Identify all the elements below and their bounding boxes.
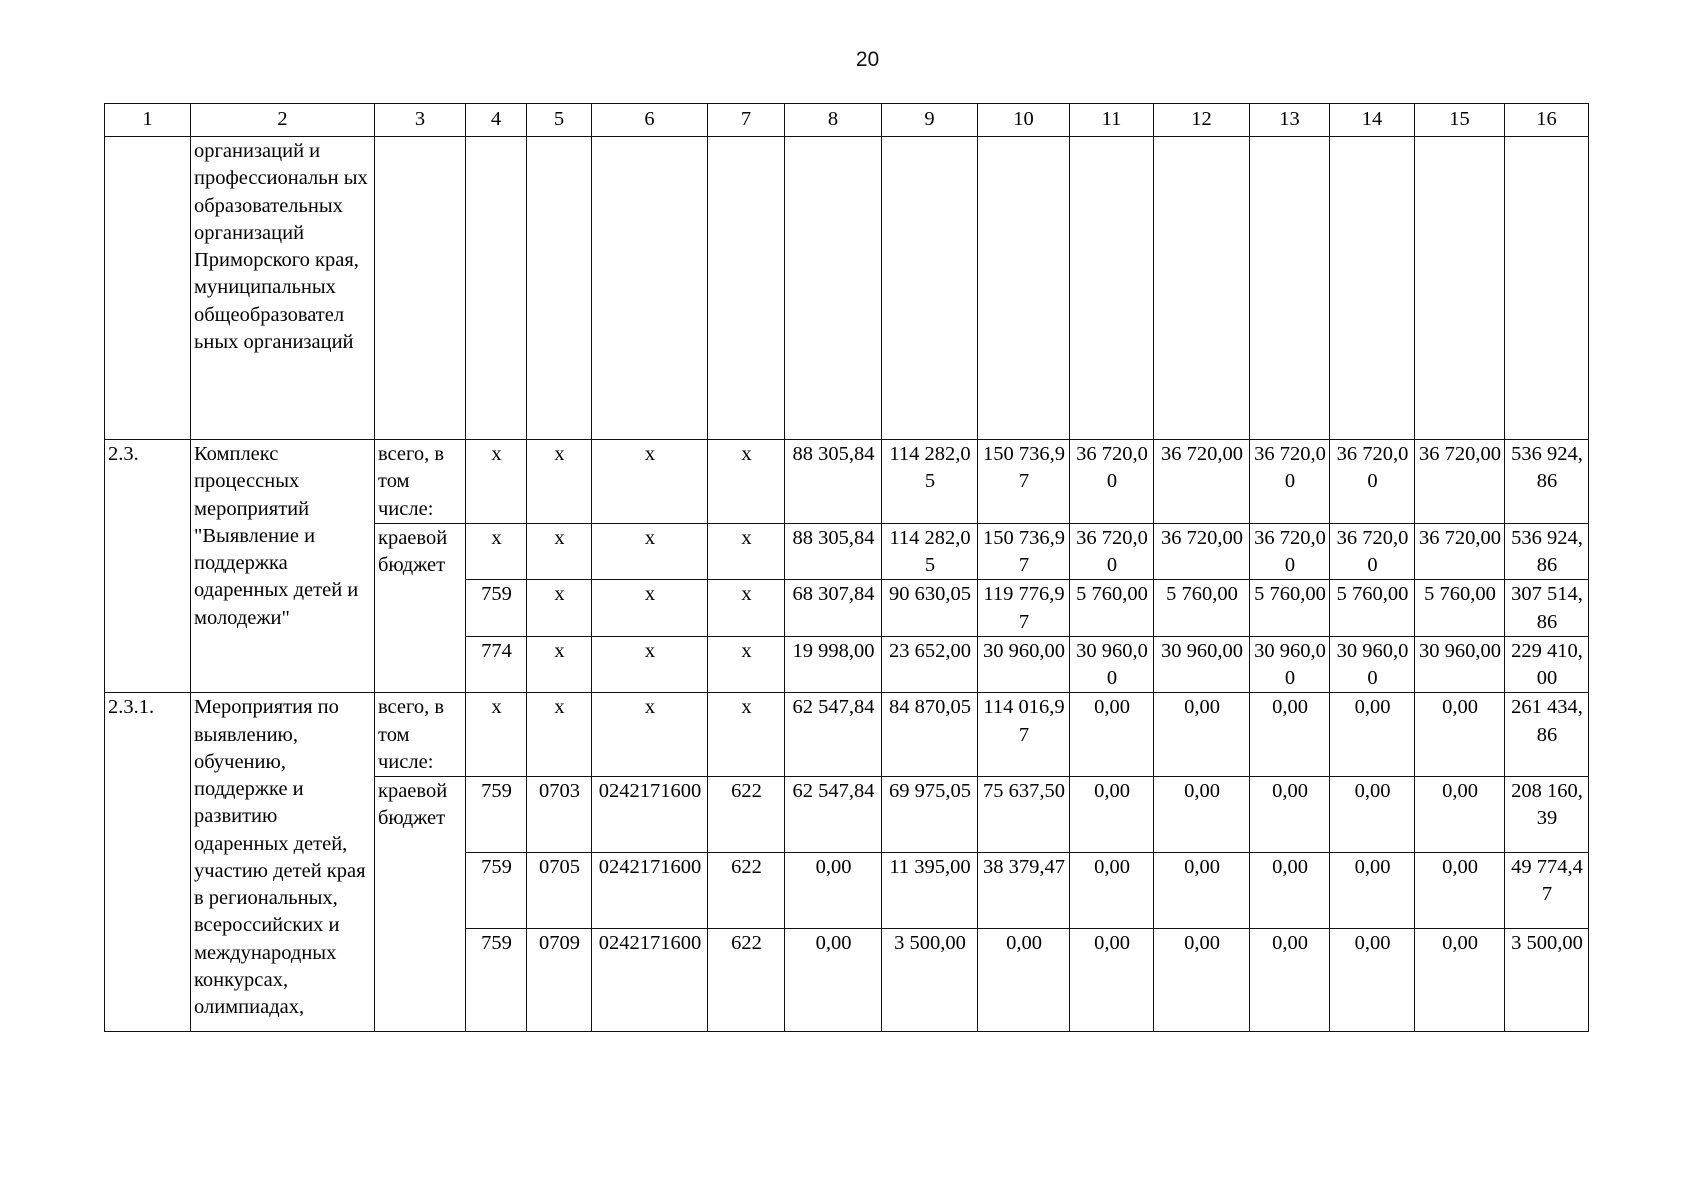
header-cell: 3	[375, 104, 466, 137]
table-row	[105, 693, 1589, 777]
value-cell-c10: 75 637,50	[978, 777, 1070, 853]
value-cell-c12: 36 720,00	[1154, 440, 1250, 524]
value-cell-c11: 36 720,00	[1070, 523, 1154, 580]
value-cell-c16: 229 410,00	[1505, 636, 1589, 693]
value-cell-c8: 88 305,84	[785, 440, 882, 524]
value-cell-c15: 36 720,00	[1415, 440, 1505, 524]
value-cell-c6: x	[592, 523, 708, 580]
value-cell-c16: 536 924,86	[1505, 440, 1589, 524]
value-cell-c16: 307 514,86	[1505, 580, 1589, 637]
value-cell-c14: 30 960,00	[1330, 636, 1415, 693]
value-cell-c4: x	[466, 693, 527, 777]
activity-name-cell: Комплекс процессных мероприятий "Выявление и поддержка одаренных детей и молодежи"	[191, 440, 375, 693]
value-cell-c5: x	[527, 693, 592, 777]
header-cell: 12	[1154, 104, 1250, 137]
value-cell-c6: 0242171600	[592, 777, 708, 853]
funding-source-cell: всего, в том числе:	[375, 693, 466, 777]
funding-source-cell: всего, в том числе:	[375, 440, 466, 524]
value-cell-c15: 30 960,00	[1415, 636, 1505, 693]
header-cell: 10	[978, 104, 1070, 137]
value-cell-c12: 36 720,00	[1154, 523, 1250, 580]
value-cell-c12: 0,00	[1154, 929, 1250, 1032]
value-cell-c4: 759	[466, 853, 527, 929]
funding-source-cell: краевой бюджет	[375, 777, 466, 1032]
value-cell-c13: 0,00	[1250, 853, 1330, 929]
value-cell-c9: 90 630,05	[882, 580, 978, 637]
header-cell: 15	[1415, 104, 1505, 137]
value-cell-c10: 0,00	[978, 929, 1070, 1032]
value-cell-c10: 114 016,97	[978, 693, 1070, 777]
row-number-cell: 2.3.1.	[105, 693, 191, 1032]
table-row-continued	[105, 137, 1589, 440]
value-cell-c15: 0,00	[1415, 777, 1505, 853]
value-cell-c8: 0,00	[785, 929, 882, 1032]
value-cell-c7: 622	[708, 929, 785, 1032]
value-cell-c4: 774	[466, 636, 527, 693]
value-cell-c5: x	[527, 636, 592, 693]
page-number: 20	[855, 48, 880, 71]
value-cell-c15: 0,00	[1415, 693, 1505, 777]
value-cell-c13: 0,00	[1250, 929, 1330, 1032]
value-cell-c14: 5 760,00	[1330, 580, 1415, 637]
value-cell-c4: 759	[466, 777, 527, 853]
value-cell-c8: 19 998,00	[785, 636, 882, 693]
header-cell: 11	[1070, 104, 1154, 137]
value-cell-c11: 0,00	[1070, 929, 1154, 1032]
value-cell-c15: 5 760,00	[1415, 580, 1505, 637]
row-number-cell: 2.3.	[105, 440, 191, 693]
value-cell-c8: 62 547,84	[785, 693, 882, 777]
value-cell-c4: 759	[466, 580, 527, 637]
value-cell-c9: 23 652,00	[882, 636, 978, 693]
value-cell-c10: 30 960,00	[978, 636, 1070, 693]
value-cell-c12: 5 760,00	[1154, 580, 1250, 637]
funding-source-cell: краевой бюджет	[375, 523, 466, 693]
value-cell-c13: 0,00	[1250, 693, 1330, 777]
value-cell-c9: 3 500,00	[882, 929, 978, 1032]
header-cell: 6	[592, 104, 708, 137]
value-cell-c9: 69 975,05	[882, 777, 978, 853]
value-cell-c8: 68 307,84	[785, 580, 882, 637]
header-cell: 8	[785, 104, 882, 137]
value-cell-c13: 30 960,00	[1250, 636, 1330, 693]
value-cell-c7: x	[708, 440, 785, 524]
header-cell: 5	[527, 104, 592, 137]
budget-table	[104, 103, 1589, 1032]
value-cell-c14: 36 720,00	[1330, 440, 1415, 524]
value-cell-c12: 30 960,00	[1154, 636, 1250, 693]
header-cell: 4	[466, 104, 527, 137]
value-cell-c14: 0,00	[1330, 929, 1415, 1032]
value-cell-c7: x	[708, 523, 785, 580]
value-cell-c15: 36 720,00	[1415, 523, 1505, 580]
value-cell-c5: 0703	[527, 777, 592, 853]
value-cell-c6: x	[592, 440, 708, 524]
value-cell-c16: 261 434,86	[1505, 693, 1589, 777]
header-cell: 13	[1250, 104, 1330, 137]
value-cell-c11: 5 760,00	[1070, 580, 1154, 637]
value-cell-c9: 84 870,05	[882, 693, 978, 777]
value-cell-c14: 36 720,00	[1330, 523, 1415, 580]
value-cell-c7: x	[708, 693, 785, 777]
value-cell-c14: 0,00	[1330, 853, 1415, 929]
value-cell-c5: x	[527, 523, 592, 580]
value-cell-c4: x	[466, 523, 527, 580]
value-cell-c11: 0,00	[1070, 693, 1154, 777]
value-cell-c12: 0,00	[1154, 693, 1250, 777]
value-cell-c6: x	[592, 580, 708, 637]
value-cell-c14: 0,00	[1330, 693, 1415, 777]
value-cell-c13: 36 720,00	[1250, 440, 1330, 524]
header-cell: 16	[1505, 104, 1589, 137]
header-cell: 2	[191, 104, 375, 137]
value-cell-c5: x	[527, 440, 592, 524]
value-cell-c6: x	[592, 636, 708, 693]
value-cell-c5: 0709	[527, 929, 592, 1032]
header-cell: 14	[1330, 104, 1415, 137]
value-cell-c7: 622	[708, 777, 785, 853]
value-cell-c9: 114 282,05	[882, 440, 978, 524]
value-cell-c11: 0,00	[1070, 777, 1154, 853]
activity-name-cell: организаций и профессиональн ых образовательных организаций Приморского края, муниципальных общеобразовател ьных организаций	[191, 137, 375, 440]
value-cell-c15: 0,00	[1415, 929, 1505, 1032]
value-cell-c12: 0,00	[1154, 853, 1250, 929]
row-number-cell	[105, 137, 191, 440]
header-cell: 7	[708, 104, 785, 137]
value-cell-c6: 0242171600	[592, 929, 708, 1032]
value-cell-c12: 0,00	[1154, 777, 1250, 853]
value-cell-c11: 30 960,00	[1070, 636, 1154, 693]
value-cell-c4: x	[466, 440, 527, 524]
value-cell-c16: 49 774,47	[1505, 853, 1589, 929]
value-cell-c13: 36 720,00	[1250, 523, 1330, 580]
activity-name-cell: Мероприятия по выявлению, обучению, поддержке и развитию одаренных детей, участию детей края в региональных, всероссийских и международных конкурсах, олимпиадах,	[191, 693, 375, 1032]
value-cell-c16: 208 160,39	[1505, 777, 1589, 853]
value-cell-c9: 11 395,00	[882, 853, 978, 929]
header-cell: 9	[882, 104, 978, 137]
value-cell-c4: 759	[466, 929, 527, 1032]
value-cell-c8: 0,00	[785, 853, 882, 929]
value-cell-c10: 150 736,97	[978, 523, 1070, 580]
value-cell-c14: 0,00	[1330, 777, 1415, 853]
value-cell-c13: 0,00	[1250, 777, 1330, 853]
value-cell-c15: 0,00	[1415, 853, 1505, 929]
value-cell-c5: x	[527, 580, 592, 637]
value-cell-c7: 622	[708, 853, 785, 929]
value-cell-c6: 0242171600	[592, 853, 708, 929]
value-cell-c11: 0,00	[1070, 853, 1154, 929]
value-cell-c5: 0705	[527, 853, 592, 929]
value-cell-c16: 536 924,86	[1505, 523, 1589, 580]
header-cell: 1	[105, 104, 191, 137]
table-row	[105, 440, 1589, 524]
header-row	[105, 104, 1589, 137]
value-cell-c9: 114 282,05	[882, 523, 978, 580]
value-cell-c8: 62 547,84	[785, 777, 882, 853]
value-cell-c13: 5 760,00	[1250, 580, 1330, 637]
value-cell-c16: 3 500,00	[1505, 929, 1589, 1032]
value-cell-c11: 36 720,00	[1070, 440, 1154, 524]
value-cell-c6: x	[592, 693, 708, 777]
value-cell-c10: 119 776,97	[978, 580, 1070, 637]
value-cell-c10: 38 379,47	[978, 853, 1070, 929]
value-cell-c10: 150 736,97	[978, 440, 1070, 524]
value-cell-c7: x	[708, 636, 785, 693]
value-cell-c8: 88 305,84	[785, 523, 882, 580]
value-cell-c7: x	[708, 580, 785, 637]
